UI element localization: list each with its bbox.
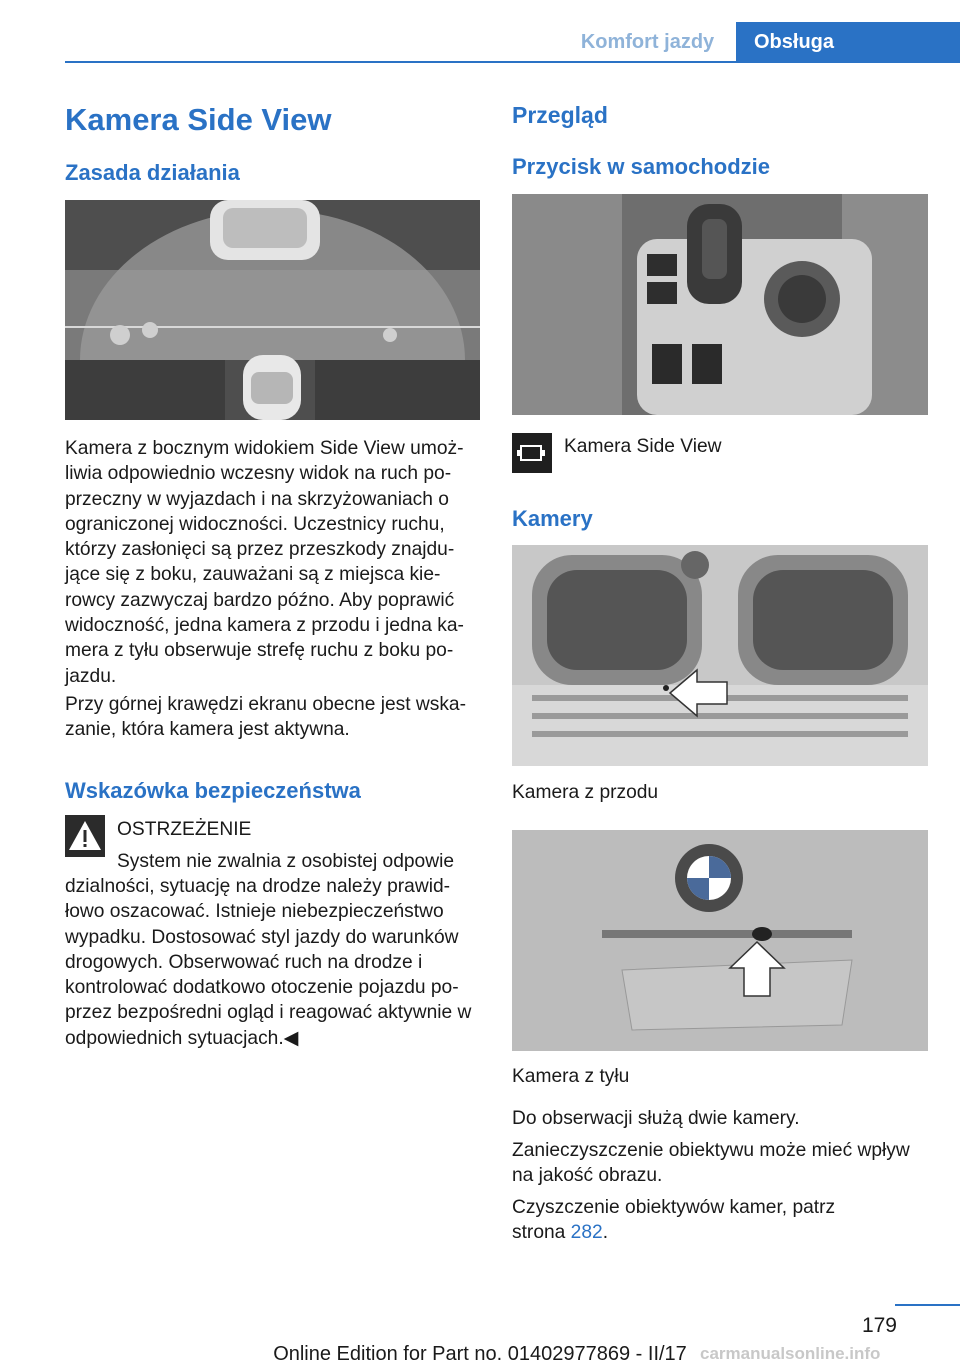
edition-footer: Online Edition for Part no. 01402977869 - II/17 — [273, 1343, 687, 1362]
intro-paragraph-2: Przy górnej krawędzi ekranu obecne jest wskazanie, która kamera jest aktywna. — [65, 694, 466, 741]
rear-camera-caption: Kamera z tyłu — [512, 1066, 630, 1087]
section-tab-komfort[interactable]: Komfort jazdy — [580, 31, 715, 53]
front-grille-illustration — [512, 545, 928, 766]
page-header — [0, 22, 960, 62]
cleaning-reference-text: Czyszczenie obiektywów kamer, patrz strona — [512, 1197, 836, 1244]
footer-divider — [895, 1304, 960, 1306]
cameras-paragraph-3 — [512, 1195, 842, 1246]
section-heading-safety: Wskazówka bezpieczeństwa — [65, 778, 361, 803]
intro-paragraph-1: Kamera z bocznym widokiem Side View umożliwia odpowiednio wczesny widok na ruch poprzeczny w wyjazdach i na skrzyżowaniach o ograniczonej widoczności. Uczestnicy ruchu, którzy zasłonięci są przez przeszkody znajdujące się z boku, zauważani są z miejsca kierowcy zazwyczaj bardzo późno. Aby poprawić widoczność, jedna kamera z przodu i jedna kamera z tyłu obserwuje strefę ruchu z boku pojazdu. — [65, 438, 464, 687]
warning-text-first-line: System nie zwalnia z osobistej odpowie — [117, 851, 455, 872]
section-heading-button: Przycisk w samochodzie — [512, 154, 770, 179]
cleaning-reference-suffix: . — [602, 1222, 609, 1244]
center-console-photo — [512, 194, 928, 415]
console-illustration — [512, 194, 928, 415]
section-heading-principle: Zasada działania — [65, 160, 240, 185]
warning-text: dzialności, sytuację na drodze należy prawidłowo oszacować. Istnieje niebezpieczeństwo wypadku. Dostosować styl jazdy do warunków drogowych. Obserwować ruch na drodze i kontrolować dodatkowo otoczenie pojazdu poprzez bezpośredni ogląd i reagować aktywnie w odpowiednich sytuacjach.◀ — [65, 876, 472, 1049]
warning-title: OSTRZEŻENIE — [117, 819, 252, 840]
side-view-illustration — [65, 200, 480, 420]
cameras-paragraph-2: Zanieczyszczenie obiektywu może mieć wpływ na jakość obrazu. — [512, 1140, 910, 1187]
side-view-camera-icon — [512, 433, 552, 473]
button-caption: Kamera Side View — [564, 436, 722, 457]
page-number: 179 — [861, 1314, 897, 1337]
section-tab-obsluga[interactable]: Obsługa — [736, 22, 960, 62]
header-divider — [65, 61, 960, 63]
rear-camera-photo — [512, 830, 928, 1051]
cameras-paragraph-1: Do obserwacji służą dwie kamery. — [512, 1108, 800, 1129]
watermark: carmanualsonline.info — [700, 1344, 881, 1362]
section-heading-cameras: Kamery — [512, 506, 593, 531]
front-camera-photo — [512, 545, 928, 766]
page-reference-link[interactable]: 282 — [570, 1222, 603, 1244]
rear-tailgate-illustration — [512, 830, 928, 1051]
side-view-diagram — [65, 200, 480, 420]
warning-triangle-icon — [65, 815, 105, 857]
section-heading-overview: Przegląd — [512, 102, 608, 128]
page-title: Kamera Side View — [65, 102, 332, 137]
front-camera-caption: Kamera z przodu — [512, 782, 659, 803]
